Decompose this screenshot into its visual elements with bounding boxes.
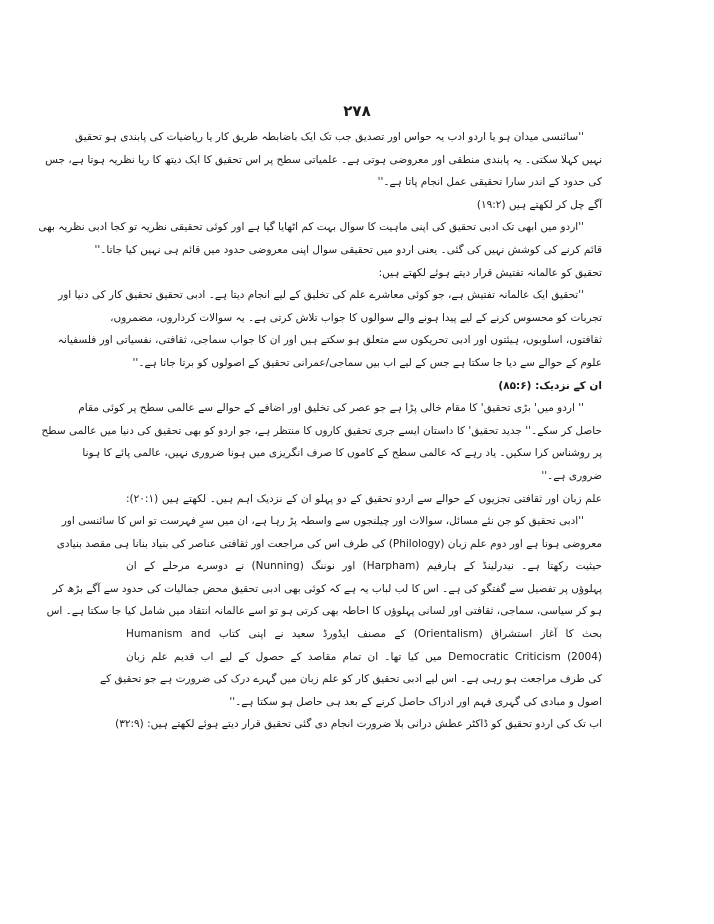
text-line: تجربات کو محسوس کرنے کے لیے پیدا ہونے والے سوالوں کا جواب تلاش کرتی ہے۔ یہ سوالات کرداروں، مضمروں، <box>110 311 602 324</box>
text-line: ''ادبی تحقیق کو جن نئے مسائل، سوالات اور چیلنجوں سے واسطہ پڑ رہا ہے، ان میں سرِ فہرست تو اس کا سائنسی اور <box>61 515 584 528</box>
text-line: ان کے نزدیک: (۸۵:۶) <box>498 379 602 392</box>
text-line: معروضی ہونا ہے اور دوم علم زبان (Philology) کی طرف اس کی مراجعت اور ثقافتی عناصر کی بنیاد بنانا ہی مقصد بنیادی <box>56 537 602 550</box>
text-line: بحث کا آغاز استشراق (Orientalism) کے مصنف ایڈورڈ سعید نے اپنی کتاب Humanism and <box>126 628 602 641</box>
text-line: ضروری ہے۔'' <box>541 469 602 482</box>
text-line: (2004) Democratic Criticism میں کیا تھا۔ ان تمام مقاصد کے حصول کے لیے اب قدیم علم زبان <box>126 650 603 663</box>
text-line: کی طرف مراجعت ہو رہی ہے۔ اس لیے ادبی تحقیق کار کو علم زبان میں گہرے درک کی ضرورت ہے جو تحقیق کے <box>99 673 602 686</box>
text-line: حیثیت رکھتا ہے۔ نیدرلینڈ کے ہارفیم (Harpham) اور نوننگ (Nunning) نے دوسرے مرحلے کے ان <box>126 560 602 573</box>
text-line: نہیں کہلا سکتی۔ یہ پابندی منطقی اور معروضی ہوتی ہے۔ علمیاتی سطح پر اس تحقیق کا ایک دیتھ کا ریا نظریہ ہوتا ہے، جس <box>45 153 602 166</box>
text-line: پہلوؤں پر تفصیل سے گفتگو کی ہے۔ اس کا لب لباب یہ ہے کہ کوئی بھی ادبی تحقیق محض جمالیات کی حدود سے آگے بڑھ کر <box>52 582 602 595</box>
text-line: ہو کر سیاسی، سماجی، ثقافتی اور لسانی پہلوؤں کا احاطہ بھی کرتی ہو تو اسے عالمانہ انتقاد میں شامل کیا جا سکتا ہے۔ اس <box>46 605 602 618</box>
text-line: تحقیق کو عالمانہ تفتیش قرار دیتے ہوئے لکھتے ہیں: <box>378 266 602 279</box>
text-line: '' اردو میں' بڑی تحقیق' کا مقام خالی پڑا ہے جو عصر کی تخلیق اور اضافے کے حوالے سے عالمی سطح پر کوئی مقام <box>78 402 584 415</box>
text-line: ''تحقیق ایک عالمانہ تفتیش ہے، جو کوئی معاشرے علم کی تخلیق کے لیے انجام دیتا ہے۔ ادبی تحقیق تحقیق کار کی دنیا اور <box>58 289 584 302</box>
text-line: علم زبان اور ثقافتی تجزیوں کے حوالے سے اردو تحقیق کے دو پہلو ان کے نزدیک اہم ہیں۔ لکھتے ہیں (۲۰:۱): <box>126 492 602 505</box>
text-line: قائم کرنے کی کوشش نہیں کی گئی۔ یعنی اردو میں تحقیقی سوال اپنی معروضی حدود میں قائم ہی نہیں کیا جاتا۔'' <box>94 243 602 256</box>
text-line: حاصل کر سکے۔'' جدید تحقیق' کا داستان ایسے جری تحقیق کاروں کا منتظر ہے، جو اردو کو بھی تحقیق کی دنیا میں عالمی سطح <box>41 424 602 437</box>
text-line: علوم کے حوالے سے دیا جا سکتا ہے جس کے لیے اب بیں سماجی/عمرانی تحقیق کے اصولوں کو برتا جاتا ہے۔'' <box>132 356 602 369</box>
text-line: اب تک کی اردو تحقیق کو ڈاکٹر عطش درانی بلا ضرورت انجام دی گئی تحقیق قرار دیتے ہوئے لکھتے ہیں: (۳۲:۹) <box>115 718 602 731</box>
page-number: ۲۷۸ <box>343 102 371 120</box>
text-line: ''سائنسی میدان ہو یا اردو ادب یہ حواس اور تصدیق جب تک ایک باضابطہ طریق کار یا ریاضیات کی پابندی ہو تحقیق <box>75 131 584 143</box>
text-line: آگے چل کر لکھتے ہیں (۱۹:۲) <box>476 198 602 211</box>
text-line: کی حدود کے اندر سارا تحقیقی عمل انجام پاتا ہے۔'' <box>377 176 602 189</box>
text-line: ''اردو میں ابھی تک ادبی تحقیق کی اپنی ماہیت کا سوال بہت کم اٹھایا گیا ہے اور کوئی تحقیقی نظریہ تو کجا ادبی نظریہ بھی <box>38 221 584 234</box>
body-text <box>38 126 603 736</box>
text-line: پر روشناس کرا سکیں۔ یاد رہے کہ عالمی سطح کے کاموں کا صرف انگریزی میں ہونا ضروری نہیں، عالمی پائے کا ہونا <box>82 447 602 460</box>
text-line: اصول و مبادی کی گہری فہم اور ادراک حاصل کرنے کے بعد ہی حاصل ہو سکتا ہے۔'' <box>229 695 602 708</box>
text-line: ثقافتوں، اسلوبوں، ہیئتوں اور ادبی تحریکوں سے متعلق ہو سکتے ہیں اور ان کا جواب سماجی، ثقافتی، نفسیاتی اور فلسفیانہ <box>57 334 602 347</box>
